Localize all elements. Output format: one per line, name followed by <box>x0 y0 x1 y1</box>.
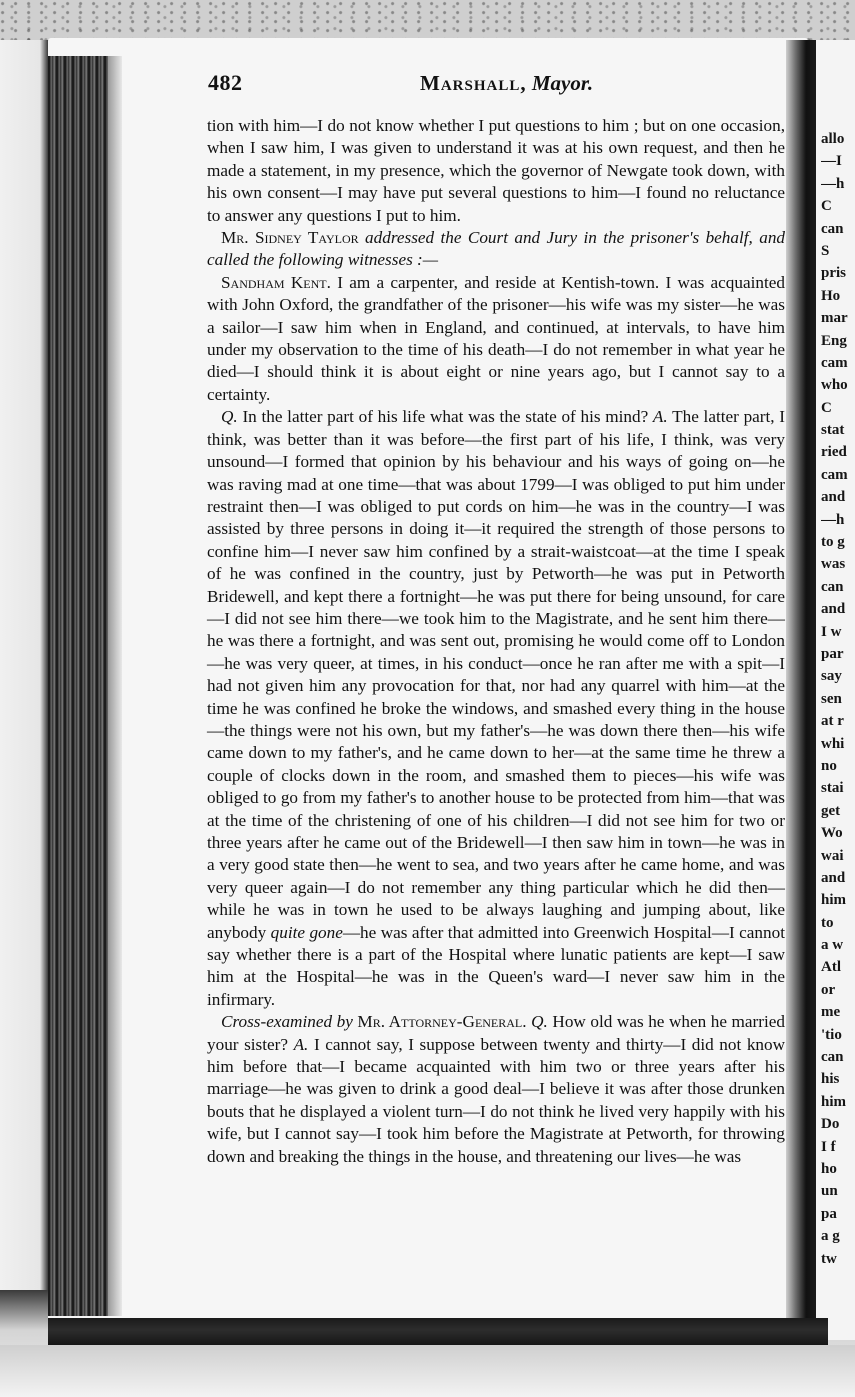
facing-page-line: say <box>821 668 842 685</box>
book-bottom-edge <box>48 1318 828 1348</box>
facing-page-line: no <box>821 757 837 774</box>
facing-page-line: —h <box>821 511 845 528</box>
facing-page-line: Do <box>821 1116 840 1133</box>
facing-page-line: wai <box>821 847 844 864</box>
book-gutter <box>786 40 816 1340</box>
question-marker: Q. <box>221 407 238 427</box>
facing-page-line: cam <box>821 466 848 483</box>
running-head <box>205 70 785 102</box>
facing-page-line: get <box>821 802 841 819</box>
facing-page-line: Wo <box>821 825 843 842</box>
facing-page-line: to g <box>821 534 845 551</box>
question-marker: Q. <box>531 1012 548 1032</box>
italic-text: addressed the Court and Jury in the prisoner's behalf, and called the following witnesses :— <box>207 228 786 270</box>
cross-examined-label: Cross-examined by <box>221 1012 353 1032</box>
testimony-text: I am a carpenter, and reside at Kentish-town. I was acquainted with John Oxford, the grandfather of the prisoner—his wife was my sister—he was a sailor—I saw him when in England, and continued, at intervals, to have him under my observation to the time of his death—I do not remember in what year he died—I should think it is about eight or nine years ago, but I cannot say to a certainty. <box>207 272 785 404</box>
facing-page-line: or <box>821 981 836 998</box>
page-edges <box>48 56 110 1316</box>
answer-marker: A. <box>652 407 668 427</box>
paragraph: tion with him—I do not know whether I put questions to him ; but on one occasion, when I saw him, I was given to understand it was at his own request, and then he made a statement, in my presence, which the governor of Newgate took down, with his own consent—I may have put several questions to him—I found no reluctance to answer any questions I put to him. <box>207 116 785 225</box>
facing-page-line: ho <box>821 1160 837 1177</box>
italic-text: quite gone <box>270 922 343 942</box>
facing-page-line: who <box>821 377 848 394</box>
facing-page-line: a g <box>821 1228 840 1245</box>
scan-top-edge <box>0 0 855 40</box>
facing-page-line: can <box>821 1049 844 1066</box>
facing-page-line: whi <box>821 735 845 752</box>
facing-page-line: and <box>821 869 846 886</box>
facing-page-line: par <box>821 645 844 662</box>
facing-page-line: un <box>821 1183 838 1200</box>
answer-text: The latter part, I think, was better than it was before—the first part of his life, I think, was very unsound—I formed that opinion by his behaviour and his ways of going on—he was raving mad at one time—that was about 1799—I was obliged to put him under restraint then—I was obliged to put cords on him—he was in the country—I was assisted by three persons in doing it—it required the strength of those persons to confine him—I never saw him confined by a strait-waistcoat—at the time I speak of he was confined in the country, just by Petworth—he was put in Petworth Bridewell, and kept there a fortnight—he was put there for being unsound, for care—I did not see him there—we took him to the Magistrate, and he sent him there—he was there a fortnight, and was sent out, promising he would come off to London—he was very queer, at times, in his conduct—once he ran after me with a spit—I had not given him any provocation for that, nor had any quarrel with him—at the time he was confined he broke the windows, and smashed every thing in the house—the things were not his own, but my father's—he was down there then—his wife came down to my father's, and he came down to her—at the same time he threw a couple of clocks down in the room, and smashed them to pieces—his wife was obliged to go from my father's to another house to be protected from him—that was at the time of the christening of one of his children—I did not see him for two or three years after he came out of the Bridewell—I then saw him in town—he was in a very good state then—he went to sea, and two years after he came home, and was very queer again—I do not remember any thing particular which he did then—while he was in town he used to be always laughing and jumping about, like anybody <box>207 407 786 942</box>
paragraph <box>207 227 785 272</box>
examiner-name: Mr. Attorney-General. <box>357 1012 527 1032</box>
running-title <box>420 71 593 96</box>
facing-page-line: pa <box>821 1205 837 1222</box>
facing-page-line: 'tio <box>821 1026 842 1043</box>
facing-page-line: allo <box>821 131 845 147</box>
facing-page-line: cam <box>821 354 848 371</box>
facing-page-line: his <box>821 1071 840 1088</box>
facing-page-line: sen <box>821 690 842 707</box>
answer-marker: A. <box>293 1034 309 1054</box>
facing-page-line: stai <box>821 780 844 797</box>
facing-page-line: tw <box>821 1250 837 1267</box>
page-number: 482 <box>208 70 243 95</box>
running-title-office: Mayor. <box>531 71 594 95</box>
facing-page-line: I f <box>821 1138 836 1155</box>
facing-page-line: to <box>821 914 834 931</box>
facing-page-line: —h <box>821 175 845 192</box>
running-title-name: Marshall, <box>420 71 527 95</box>
facing-page-line: a w <box>821 937 844 954</box>
facing-page-line: Ho <box>821 287 841 304</box>
scan-bottom-edge <box>0 1345 855 1397</box>
scan-left-edge <box>0 40 48 1290</box>
facing-page-line: at r <box>821 713 844 730</box>
facing-page-line: stat <box>821 422 845 439</box>
facing-page-line: him <box>821 1093 847 1110</box>
facing-page-line: was <box>821 556 846 573</box>
paragraph <box>207 272 785 406</box>
facing-page-line: Eng <box>821 332 847 349</box>
facing-page-line: can <box>821 220 844 237</box>
facing-page-line: C <box>821 399 832 416</box>
facing-page-line: S <box>821 242 830 259</box>
paragraph <box>207 406 785 1011</box>
facing-page-line: Atl <box>821 959 841 976</box>
facing-page-line: and <box>821 601 846 618</box>
witness-name: Sandham Kent. <box>221 272 331 292</box>
question-text: How old was he when he married your sister? <box>207 1012 785 1054</box>
paragraph <box>207 1011 785 1168</box>
question-text: In the latter part of his life what was the state of his mind? <box>242 407 649 427</box>
body-text <box>207 115 785 1168</box>
facing-page-text <box>821 128 855 1270</box>
answer-text: —he was after that admitted into Greenwich Hospital—I cannot say whether there is a part of the Hospital where lunatic patients are kept—I saw him at the Hospital—he was in the Queen's ward—I never saw him in the infirmary. <box>207 922 785 1009</box>
facing-page-line: pris <box>821 265 847 282</box>
speaker-name: Mr. Sidney Taylor <box>221 228 359 248</box>
facing-page-line: C <box>821 198 832 215</box>
facing-page-line: can <box>821 578 844 595</box>
facing-page-line: me <box>821 1004 841 1021</box>
facing-page-line: and <box>821 489 846 506</box>
facing-page-line: ried <box>821 444 847 461</box>
facing-page-line: —I <box>821 153 842 170</box>
answer-text: I cannot say, I suppose between twenty and thirty—I did not know him before that—I became acquainted with him two or three years after his marriage—he was given to drink a good deal—I believe it was after those drunken bouts that he displayed a violent turn—I do not think he lived very happily with his wife, but I cannot say—I took him before the Magistrate at Petworth, for throwing down and breaking the things in the house, and threatening our lives—he was <box>207 1034 786 1166</box>
facing-page-line: mar <box>821 310 848 327</box>
facing-page-line: him <box>821 892 847 909</box>
facing-page-line: I w <box>821 623 842 640</box>
